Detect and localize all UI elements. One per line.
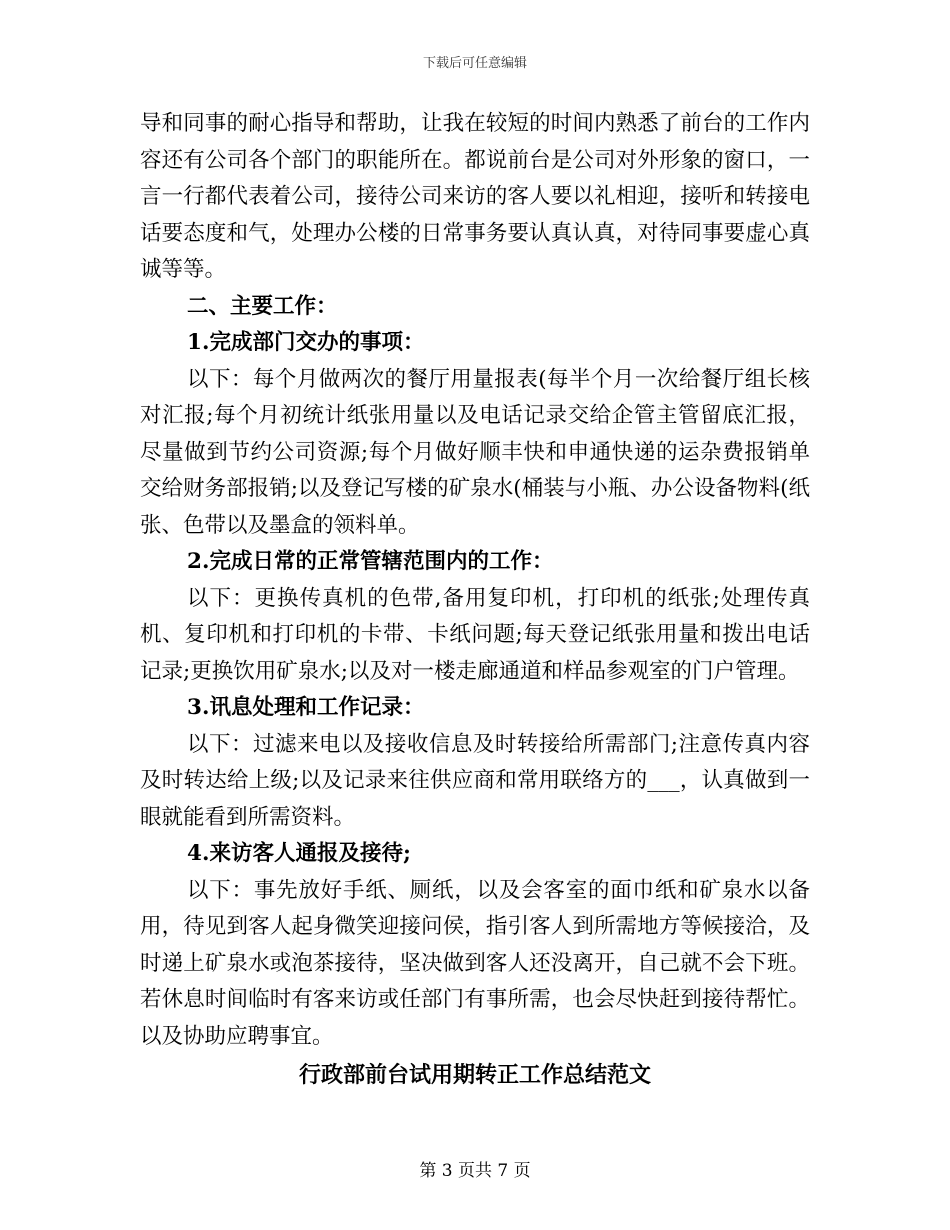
item-3-heading: 3.讯息处理和工作记录： [187,695,425,720]
intro-paragraph: 导和同事的耐心指导和帮助，让我在较短的时间内熟悉了前台的工作内容还有公司各个部门的职能所在。都说前台是公司对外形象的窗口，一言一行都代表着公司，接待公司来访的客人要以礼相迎，接听和转接电话要态度和气，处理办公楼的日常事务要认真认真，对待同事要虚心真诚等等。 [140,111,810,282]
item-1-heading: 1.完成部门交办的事项： [187,330,425,355]
document-body [140,106,810,1094]
item-2-text: 以下：更换传真机的色带,备用复印机，打印机的纸张;处理传真机、复印机和打印机的卡带、卡纸问题;每天登记纸张用量和拨出电话记录;更换饮用矿泉水;以及对一楼走廊通道和样品参观室的门户管理。 [140,585,810,684]
item-4-heading: 4.来访客人通报及接待; [187,841,411,866]
header-note: 下载后可任意编辑 [422,56,527,71]
item-1-text: 以下：每个月做两次的餐厅用量报表(每半个月一次给餐厅组长核对汇报;每个月初统计纸张用量以及电话记录交给企管主管留底汇报，尽量做到节约公司资源;每个月做好顺丰快和申通快递的运杂费报销单交给财务部报销;以及登记写楼的矿泉水(桶装与小瓶、办公设备物料(纸张、色带以及墨盒的领料单。 [140,366,810,538]
item-2-heading: 2.完成日常的正常管辖范围内的工作： [187,549,554,574]
item-4-text: 以下：事先放好手纸、厕纸，以及会客室的面巾纸和矿泉水以备用，待见到客人起身微笑迎接问侯，指引客人到所需地方等候接洽，及时递上矿泉水或泡茶接待，坚决做到客人还没离开，自己就不会下班。若休息时间临时有客来访或任部门有事所需，也会尽快赶到接待帮忙。以及协助应聘事宜。 [140,877,810,1049]
section-heading: 二、主要工作： [187,293,338,319]
next-document-title: 行政部前台试用期转正工作总结范文 [298,1062,651,1088]
page-number: 第 3 页共 7 页 [419,1161,531,1181]
item-3-text: 以下：过滤来电以及接收信息及时转接给所需部门;注意传真内容及时转达给上级;以及记录来往供应商和常用联络方的___，认真做到一眼就能看到所需资料。 [140,731,810,830]
